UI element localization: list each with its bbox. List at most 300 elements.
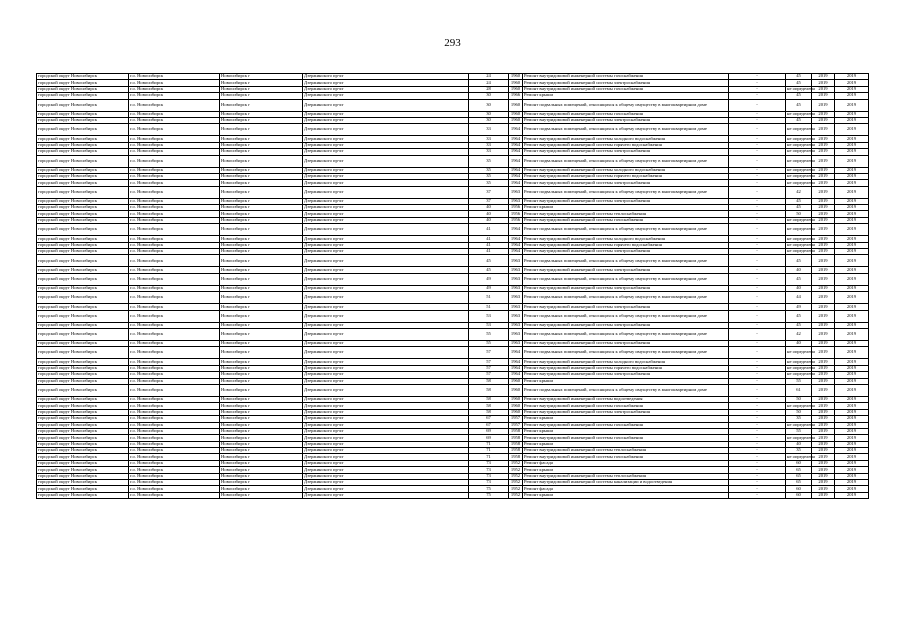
finish-year-cell: 2019 [835, 167, 869, 173]
dash-cell: - [729, 409, 786, 415]
dash-cell: - [729, 242, 786, 248]
table-row [37, 347, 869, 359]
build-year-cell: 1958 [509, 428, 523, 434]
plan-year-cell: 2019 [812, 142, 835, 148]
plan-year-cell: 2019 [812, 460, 835, 466]
cost-cell: 50 [786, 211, 812, 217]
city-cell: Новосибирск г [220, 198, 303, 204]
build-year-cell: 1963 [509, 328, 523, 340]
work-type-cell: Ремонт подвальных помещений, относящихся к общему имуществу в многоквартирном доме [523, 224, 729, 236]
okrug-cell: городской округ Новосибирск [37, 273, 129, 285]
finish-year-cell: 2019 [835, 448, 869, 454]
dash-cell: - [729, 124, 786, 136]
street-cell: Дзержинского пр-кт [303, 416, 469, 422]
okrug-cell: городской округ Новосибирск [37, 211, 129, 217]
street-cell: Дзержинского пр-кт [303, 365, 469, 371]
plan-year-cell: 2019 [812, 255, 835, 267]
okrug-cell: городской округ Новосибирск [37, 236, 129, 242]
municipality-cell: г.о. Новосибирск [129, 86, 220, 92]
plan-year-cell: 2019 [812, 454, 835, 460]
finish-year-cell: 2019 [835, 372, 869, 378]
dash-cell: - [729, 255, 786, 267]
city-cell: Новосибирск г [220, 416, 303, 422]
dash-cell: - [729, 403, 786, 409]
okrug-cell: городской округ Новосибирск [37, 441, 129, 447]
house-number-cell: 51 [469, 292, 509, 304]
table-row [37, 155, 869, 167]
build-year-cell: 1963 [509, 267, 523, 273]
municipality-cell: г.о. Новосибирск [129, 173, 220, 179]
cost-cell: 50 [786, 409, 812, 415]
work-type-cell: Ремонт внутридомовой инженерной системы газоснабжения [523, 435, 729, 441]
work-type-cell: Ремонт внутридомовой инженерной системы электроснабжения [523, 409, 729, 415]
house-number-cell: 37 [469, 198, 509, 204]
municipality-cell: г.о. Новосибирск [129, 396, 220, 402]
okrug-cell: городской округ Новосибирск [37, 486, 129, 492]
city-cell: Новосибирск г [220, 236, 303, 242]
municipality-cell: г.о. Новосибирск [129, 403, 220, 409]
finish-year-cell: 2019 [835, 441, 869, 447]
finish-year-cell: 2019 [835, 211, 869, 217]
cost-cell: 42 [786, 186, 812, 198]
street-cell: Дзержинского пр-кт [303, 74, 469, 80]
okrug-cell: городской округ Новосибирск [37, 492, 129, 498]
okrug-cell: городской округ Новосибирск [37, 249, 129, 255]
finish-year-cell: 2019 [835, 403, 869, 409]
cost-cell: не определена [786, 347, 812, 359]
work-type-cell: Ремонт внутридомовой инженерной системы электроснабжения [523, 340, 729, 346]
cost-cell: не определена [787, 235, 815, 241]
municipality-cell: г.о. Новосибирск [129, 267, 220, 273]
work-type-cell: Ремонт внутридомовой инженерной системы холодного водоснабжения [523, 136, 729, 142]
city-cell: Новосибирск г [220, 205, 303, 211]
okrug-cell: городской округ Новосибирск [37, 74, 129, 80]
street-cell: Дзержинского пр-кт [303, 198, 469, 204]
plan-year-cell: 2019 [812, 224, 835, 236]
work-type-cell: Ремонт внутридомовой инженерной системы электроснабжения [523, 249, 729, 255]
dash-cell: - [729, 80, 786, 86]
okrug-cell: городской округ Новосибирск [37, 378, 129, 384]
street-cell: Дзержинского пр-кт [303, 441, 469, 447]
cost-cell: 65 [786, 480, 812, 486]
build-year-cell: 1960 [509, 74, 523, 80]
city-cell: Новосибирск г [220, 255, 303, 267]
municipality-cell: г.о. Новосибирск [129, 441, 220, 447]
work-type-cell: Ремонт крыши [523, 378, 729, 384]
cost-cell: не определена [786, 155, 812, 167]
street-cell: Дзержинского пр-кт [303, 242, 469, 248]
finish-year-cell: 2019 [835, 409, 869, 415]
finish-year-cell: 2019 [835, 180, 869, 186]
finish-year-cell: 2019 [835, 242, 869, 248]
municipality-cell: г.о. Новосибирск [129, 473, 220, 479]
dash-cell: - [729, 322, 786, 328]
city-cell: Новосибирск г [220, 403, 303, 409]
house-number-cell: 58 [469, 409, 509, 415]
plan-year-cell: 2019 [812, 180, 835, 186]
build-year-cell: 1958 [509, 435, 523, 441]
plan-year-cell: 2019 [812, 205, 835, 211]
street-cell: Дзержинского пр-кт [303, 384, 469, 396]
house-number-cell: 58 [469, 378, 509, 384]
cost-cell: 50 [786, 396, 812, 402]
municipality-cell: г.о. Новосибирск [129, 186, 220, 198]
city-cell: Новосибирск г [220, 224, 303, 236]
house-number-cell: 40 [469, 205, 509, 211]
table-row [37, 124, 869, 136]
build-year-cell: 1957 [509, 422, 523, 428]
dash-cell: - [729, 142, 786, 148]
dash-cell: - [729, 198, 786, 204]
repair-schedule-table [36, 73, 869, 499]
plan-year-cell: 2019 [812, 173, 835, 179]
okrug-cell: городской округ Новосибирск [37, 435, 129, 441]
okrug-cell: городской округ Новосибирск [37, 372, 129, 378]
house-number-cell: 73 [469, 460, 509, 466]
table-row [37, 292, 869, 304]
municipality-cell: г.о. Новосибирск [129, 328, 220, 340]
plan-year-cell: 2019 [812, 378, 835, 384]
build-year-cell: 1956 [509, 211, 523, 217]
plan-year-cell: 2019 [812, 236, 835, 242]
dash-cell: - [729, 74, 786, 80]
municipality-cell: г.о. Новосибирск [129, 99, 220, 111]
plan-year-cell: 2019 [812, 292, 835, 304]
house-number-cell: 45 [469, 255, 509, 267]
okrug-cell: городской округ Новосибирск [37, 285, 129, 291]
city-cell: Новосибирск г [220, 328, 303, 340]
table-row [37, 492, 869, 498]
finish-year-cell: 2019 [835, 124, 869, 136]
okrug-cell: городской округ Новосибирск [37, 149, 129, 155]
work-type-cell: Ремонт внутридомовой инженерной системы газоснабжения [523, 454, 729, 460]
work-type-cell: Ремонт подвальных помещений, относящихся к общему имуществу в многоквартирном доме [523, 155, 729, 167]
work-type-cell: Ремонт внутридомовой инженерной системы электроснабжения [523, 372, 729, 378]
cost-cell: 45 [786, 93, 812, 99]
house-number-cell: 55 [469, 328, 509, 340]
okrug-cell: городской округ Новосибирск [37, 224, 129, 236]
street-cell: Дзержинского пр-кт [303, 211, 469, 217]
dash-cell: - [729, 347, 786, 359]
cost-cell: не определена [787, 421, 815, 427]
house-number-cell: 53 [469, 322, 509, 328]
okrug-cell: городской округ Новосибирск [37, 467, 129, 473]
city-cell: Новосибирск г [220, 448, 303, 454]
finish-year-cell: 2019 [835, 217, 869, 223]
finish-year-cell: 2019 [835, 486, 869, 492]
okrug-cell: городской округ Новосибирск [37, 396, 129, 402]
dash-cell: - [729, 173, 786, 179]
table-row [37, 99, 869, 111]
street-cell: Дзержинского пр-кт [303, 310, 469, 322]
city-cell: Новосибирск г [220, 460, 303, 466]
street-cell: Дзержинского пр-кт [303, 136, 469, 142]
dash-cell: - [729, 117, 786, 123]
plan-year-cell: 2019 [812, 217, 835, 223]
cost-cell: не определена [787, 173, 815, 179]
plan-year-cell: 2019 [812, 167, 835, 173]
municipality-cell: г.о. Новосибирск [129, 273, 220, 285]
street-cell: Дзержинского пр-кт [303, 217, 469, 223]
house-number-cell: 71 [469, 441, 509, 447]
plan-year-cell: 2019 [812, 416, 835, 422]
city-cell: Новосибирск г [220, 492, 303, 498]
city-cell: Новосибирск г [220, 149, 303, 155]
finish-year-cell: 2019 [835, 384, 869, 396]
dash-cell: - [729, 328, 786, 340]
municipality-cell: г.о. Новосибирск [129, 111, 220, 117]
municipality-cell: г.о. Новосибирск [129, 310, 220, 322]
dash-cell: - [729, 448, 786, 454]
cost-cell: не определена [787, 217, 815, 223]
street-cell: Дзержинского пр-кт [303, 480, 469, 486]
cost-cell: 65 [786, 467, 812, 473]
work-type-cell: Ремонт подвальных помещений, относящихся к общему имуществу в многоквартирном доме [523, 186, 729, 198]
street-cell: Дзержинского пр-кт [303, 99, 469, 111]
dash-cell: - [729, 136, 786, 142]
build-year-cell: 1960 [509, 378, 523, 384]
house-number-cell: 30 [469, 111, 509, 117]
work-type-cell: Ремонт внутридомовой инженерной системы газоснабжения [523, 74, 729, 80]
work-type-cell: Ремонт внутридомовой инженерной системы холодного водоснабжения [523, 236, 729, 242]
house-number-cell: 41 [469, 224, 509, 236]
street-cell: Дзержинского пр-кт [303, 267, 469, 273]
dash-cell: - [729, 292, 786, 304]
cost-cell: не определена [787, 166, 815, 172]
city-cell: Новосибирск г [220, 473, 303, 479]
build-year-cell: 1963 [509, 322, 523, 328]
cost-cell: не определена [787, 110, 815, 116]
city-cell: Новосибирск г [220, 267, 303, 273]
plan-year-cell: 2019 [812, 186, 835, 198]
plan-year-cell: 2019 [812, 384, 835, 396]
build-year-cell: 1964 [509, 365, 523, 371]
dash-cell: - [729, 211, 786, 217]
city-cell: Новосибирск г [220, 136, 303, 142]
street-cell: Дзержинского пр-кт [303, 460, 469, 466]
municipality-cell: г.о. Новосибирск [129, 124, 220, 136]
house-number-cell: 33 [469, 124, 509, 136]
build-year-cell: 1963 [509, 198, 523, 204]
cost-cell: 45 [786, 255, 812, 267]
house-number-cell: 30 [469, 93, 509, 99]
build-year-cell: 1964 [509, 242, 523, 248]
cost-cell: 40 [786, 441, 812, 447]
municipality-cell: г.о. Новосибирск [129, 136, 220, 142]
build-year-cell: 1960 [509, 86, 523, 92]
municipality-cell: г.о. Новосибирск [129, 149, 220, 155]
okrug-cell: городской округ Новосибирск [37, 167, 129, 173]
okrug-cell: городской округ Новосибирск [37, 340, 129, 346]
okrug-cell: городской округ Новосибирск [37, 409, 129, 415]
okrug-cell: городской округ Новосибирск [37, 242, 129, 248]
city-cell: Новосибирск г [220, 422, 303, 428]
finish-year-cell: 2019 [835, 292, 869, 304]
build-year-cell: 1957 [509, 416, 523, 422]
city-cell: Новосибирск г [220, 74, 303, 80]
dash-cell: - [729, 180, 786, 186]
dash-cell: - [729, 435, 786, 441]
build-year-cell: 1964 [509, 347, 523, 359]
city-cell: Новосибирск г [220, 292, 303, 304]
street-cell: Дзержинского пр-кт [303, 167, 469, 173]
street-cell: Дзержинского пр-кт [303, 372, 469, 378]
plan-year-cell: 2019 [812, 242, 835, 248]
street-cell: Дзержинского пр-кт [303, 255, 469, 267]
plan-year-cell: 2019 [812, 273, 835, 285]
dash-cell: - [729, 441, 786, 447]
cost-cell: не определена [787, 248, 815, 254]
work-type-cell: Ремонт внутридомовой инженерной системы водоотведения [523, 396, 729, 402]
street-cell: Дзержинского пр-кт [303, 347, 469, 359]
build-year-cell: 1956 [509, 205, 523, 211]
build-year-cell: 1952 [509, 486, 523, 492]
finish-year-cell: 2019 [835, 224, 869, 236]
municipality-cell: г.о. Новосибирск [129, 224, 220, 236]
cost-cell: 45 [786, 99, 812, 111]
cost-cell: не определена [787, 148, 815, 154]
cost-cell: не определена [787, 371, 815, 377]
okrug-cell: городской округ Новосибирск [37, 80, 129, 86]
dash-cell: - [729, 416, 786, 422]
street-cell: Дзержинского пр-кт [303, 236, 469, 242]
build-year-cell: 1956 [509, 217, 523, 223]
finish-year-cell: 2019 [835, 285, 869, 291]
plan-year-cell: 2019 [812, 409, 835, 415]
dash-cell: - [729, 224, 786, 236]
plan-year-cell: 2019 [812, 365, 835, 371]
house-number-cell: 35 [469, 155, 509, 167]
table-row [37, 273, 869, 285]
build-year-cell: 1964 [509, 167, 523, 173]
house-number-cell: 24 [469, 74, 509, 80]
cost-cell: 55 [786, 378, 812, 384]
finish-year-cell: 2019 [835, 136, 869, 142]
city-cell: Новосибирск г [220, 249, 303, 255]
municipality-cell: г.о. Новосибирск [129, 292, 220, 304]
dash-cell: - [729, 86, 786, 92]
house-number-cell: 73 [469, 467, 509, 473]
okrug-cell: городской округ Новосибирск [37, 93, 129, 99]
plan-year-cell: 2019 [812, 304, 835, 310]
okrug-cell: городской округ Новосибирск [37, 473, 129, 479]
okrug-cell: городской округ Новосибирск [37, 117, 129, 123]
street-cell: Дзержинского пр-кт [303, 467, 469, 473]
work-type-cell: Ремонт внутридомовой инженерной системы электроснабжения [523, 80, 729, 86]
city-cell: Новосибирск г [220, 285, 303, 291]
finish-year-cell: 2019 [835, 473, 869, 479]
dash-cell: - [729, 155, 786, 167]
dash-cell: - [729, 205, 786, 211]
cost-cell: 45 [786, 74, 812, 80]
cost-cell: 40 [786, 340, 812, 346]
work-type-cell: Ремонт фасада [523, 486, 729, 492]
municipality-cell: г.о. Новосибирск [129, 378, 220, 384]
municipality-cell: г.о. Новосибирск [129, 365, 220, 371]
street-cell: Дзержинского пр-кт [303, 142, 469, 148]
cost-cell: 65 [786, 473, 812, 479]
dash-cell: - [729, 428, 786, 434]
finish-year-cell: 2019 [835, 467, 869, 473]
house-number-cell: 41 [469, 236, 509, 242]
build-year-cell: 1958 [509, 448, 523, 454]
dash-cell: - [729, 249, 786, 255]
cost-cell: 60 [786, 486, 812, 492]
finish-year-cell: 2019 [835, 416, 869, 422]
dash-cell: - [729, 467, 786, 473]
house-number-cell: 37 [469, 186, 509, 198]
house-number-cell: 40 [469, 217, 509, 223]
finish-year-cell: 2019 [835, 304, 869, 310]
street-cell: Дзержинского пр-кт [303, 285, 469, 291]
plan-year-cell: 2019 [812, 99, 835, 111]
street-cell: Дзержинского пр-кт [303, 486, 469, 492]
street-cell: Дзержинского пр-кт [303, 409, 469, 415]
cost-cell: не определена [787, 434, 815, 440]
municipality-cell: г.о. Новосибирск [129, 285, 220, 291]
dash-cell: - [729, 310, 786, 322]
plan-year-cell: 2019 [812, 340, 835, 346]
finish-year-cell: 2019 [835, 310, 869, 322]
cost-cell: 40 [786, 267, 812, 273]
dash-cell: - [729, 217, 786, 223]
build-year-cell: 1960 [509, 384, 523, 396]
okrug-cell: городской округ Новосибирск [37, 454, 129, 460]
okrug-cell: городской округ Новосибирск [37, 480, 129, 486]
city-cell: Новосибирск г [220, 435, 303, 441]
city-cell: Новосибирск г [220, 347, 303, 359]
finish-year-cell: 2019 [835, 117, 869, 123]
street-cell: Дзержинского пр-кт [303, 273, 469, 285]
street-cell: Дзержинского пр-кт [303, 124, 469, 136]
city-cell: Новосибирск г [220, 340, 303, 346]
cost-cell: не определена [787, 365, 815, 371]
work-type-cell: Ремонт внутридомовой инженерной системы теплоснабжения [523, 473, 729, 479]
finish-year-cell: 2019 [835, 359, 869, 365]
work-type-cell: Ремонт фасада [523, 460, 729, 466]
plan-year-cell: 2019 [812, 486, 835, 492]
finish-year-cell: 2019 [835, 86, 869, 92]
municipality-cell: г.о. Новосибирск [129, 486, 220, 492]
okrug-cell: городской округ Новосибирск [37, 328, 129, 340]
dash-cell: - [729, 396, 786, 402]
municipality-cell: г.о. Новосибирск [129, 198, 220, 204]
finish-year-cell: 2019 [835, 155, 869, 167]
work-type-cell: Ремонт внутридомовой инженерной системы электроснабжения [523, 285, 729, 291]
cost-cell: не определена [786, 224, 812, 236]
street-cell: Дзержинского пр-кт [303, 249, 469, 255]
finish-year-cell: 2019 [835, 255, 869, 267]
municipality-cell: г.о. Новосибирск [129, 236, 220, 242]
municipality-cell: г.о. Новосибирск [129, 217, 220, 223]
municipality-cell: г.о. Новосибирск [129, 304, 220, 310]
cost-cell: 35 [786, 448, 812, 454]
finish-year-cell: 2019 [835, 492, 869, 498]
build-year-cell: 1952 [509, 473, 523, 479]
city-cell: Новосибирск г [220, 142, 303, 148]
build-year-cell: 1963 [509, 285, 523, 291]
work-type-cell: Ремонт крыши [523, 441, 729, 447]
finish-year-cell: 2019 [835, 480, 869, 486]
okrug-cell: городской округ Новосибирск [37, 86, 129, 92]
finish-year-cell: 2019 [835, 328, 869, 340]
cost-cell: 42 [786, 328, 812, 340]
house-number-cell: 41 [469, 242, 509, 248]
work-type-cell: Ремонт внутридомовой инженерной системы канализации и водоотведения [523, 480, 729, 486]
dash-cell: - [729, 365, 786, 371]
municipality-cell: г.о. Новосибирск [129, 142, 220, 148]
build-year-cell: 1960 [509, 80, 523, 86]
